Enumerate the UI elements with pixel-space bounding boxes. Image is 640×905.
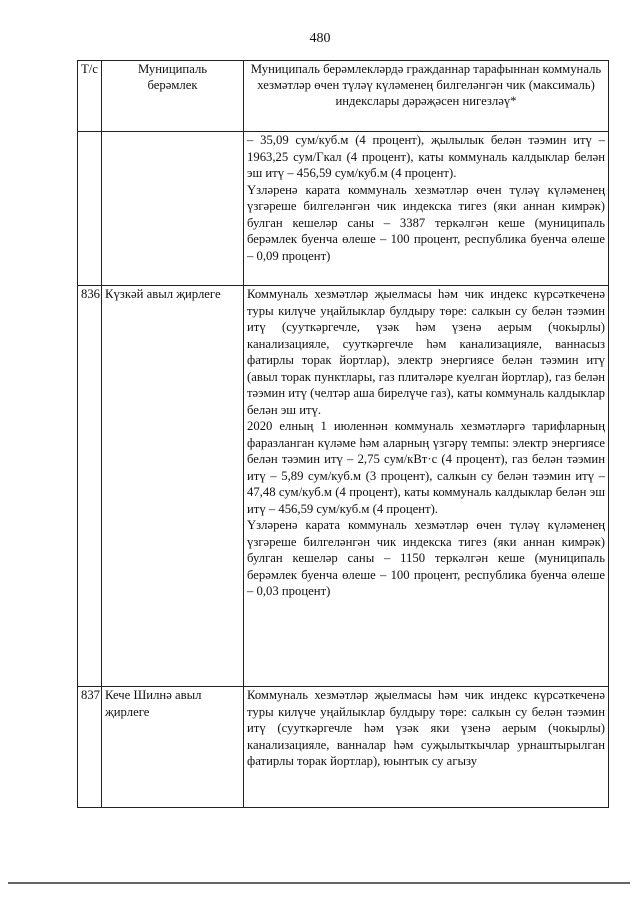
page-number: 480 xyxy=(309,31,331,46)
header-num: Т/с xyxy=(78,61,102,132)
row-description xyxy=(244,687,609,808)
tariff-table xyxy=(77,60,609,808)
scan-edge-line xyxy=(8,882,630,884)
table-row xyxy=(78,132,609,286)
row-num: 837 xyxy=(78,687,102,808)
row-paragraph: – 35,09 сум/куб.м (4 процент), җылылык белән тәэмин итү – 1963,25 сум/Гкал (4 процент), каты коммуналь калдыклар белән эш итү – 456,59 сум/куб.м (4 процент). xyxy=(247,133,605,180)
table-row xyxy=(78,687,609,808)
table-header-row xyxy=(78,61,609,132)
row-municipality: Күзкәй авыл җирлеге xyxy=(102,286,244,687)
row-municipality xyxy=(102,132,244,286)
row-paragraph: Үзләренә карата коммуналь хезмәтләр өчен түләү күләменең үзгәреше билгеләнгән чик индекска тигез (яки аннан кимрәк) булган кешеләр саны – 3387 теркәлгән кеше (муниципаль берәмлек буенча өлеше – 100 процент, республика буенча өлеше – 0,09 процент) xyxy=(247,182,605,263)
row-paragraph: Коммуналь хезмәтләр җыелмасы һәм чик индекс күрсәткеченә туры килүче уңайлыклар булдыру төре: салкын су белән тәэмин итү (сууткәргечле һәм үзәк яки үзенә аерым (чокырлы) канализацияле, ванналар һәм суҗылыткычлар урнаштырылган фатирлы торак йортлар), юынтык су агызу xyxy=(247,688,605,768)
header-municipality: Муниципаль берәмлек xyxy=(102,61,244,132)
header-description: Муниципаль берәмлекләрдә гражданнар тарафыннан коммуналь хезмәтләр өчен түләү күләменең билгеләнгән чик (максималь) индекслары дәрәҗәсен нигезләү* xyxy=(244,61,609,132)
row-num xyxy=(78,132,102,286)
row-description xyxy=(244,286,609,687)
row-num: 836 xyxy=(78,286,102,687)
row-description xyxy=(244,132,609,286)
row-paragraph: 2020 елның 1 июленнән коммуналь хезмәтләргә тарифларның фаразланган күләме һәм аларның үзгәрү темпы: электр энергиясе белән тәэмин итү – 2,75 сум/кВт·с (4 процент), газ белән тәэмин итү – 5,89 сум/куб.м (3 процент), салкын су белән тәэмин итү – 47,48 сум/куб.м (4 процент), каты коммуналь калдыклар белән эш итү – 456,59 сум/куб.м (4 процент). xyxy=(247,419,605,516)
table-row xyxy=(78,286,609,687)
row-paragraph: Коммуналь хезмәтләр җыелмасы һәм чик индекс күрсәткеченә туры килүче уңайлыклар булдыру төре: салкын су белән тәэмин итү (сууткәргечле, үзәк һәм үзенә аерым (чокырлы) канализацияле, сууткәргечле һәм канализацияле, ваннасыз фатирлы торак йортлар), электр энергиясе белән тәэмин итү (авыл торак пунктлары, газ плитәләре куелган йортлар), газ белән тәэмин итү (челтәр аша бирелүче газ), каты коммуналь калдыклар белән эш итү. xyxy=(247,287,605,417)
row-paragraph: Үзләренә карата коммуналь хезмәтләр өчен түләү күләменең үзгәреше билгеләнгән чик индекска тигез (яки аннан кимрәк) булган кешеләр саны – 1150 теркәлгән кеше (муниципаль берәмлек буенча өлеше – 100 процент, республика буенча өлеше – 0,03 процент) xyxy=(247,518,605,598)
row-municipality: Кече Шилнә авыл җирлеге xyxy=(102,687,244,808)
